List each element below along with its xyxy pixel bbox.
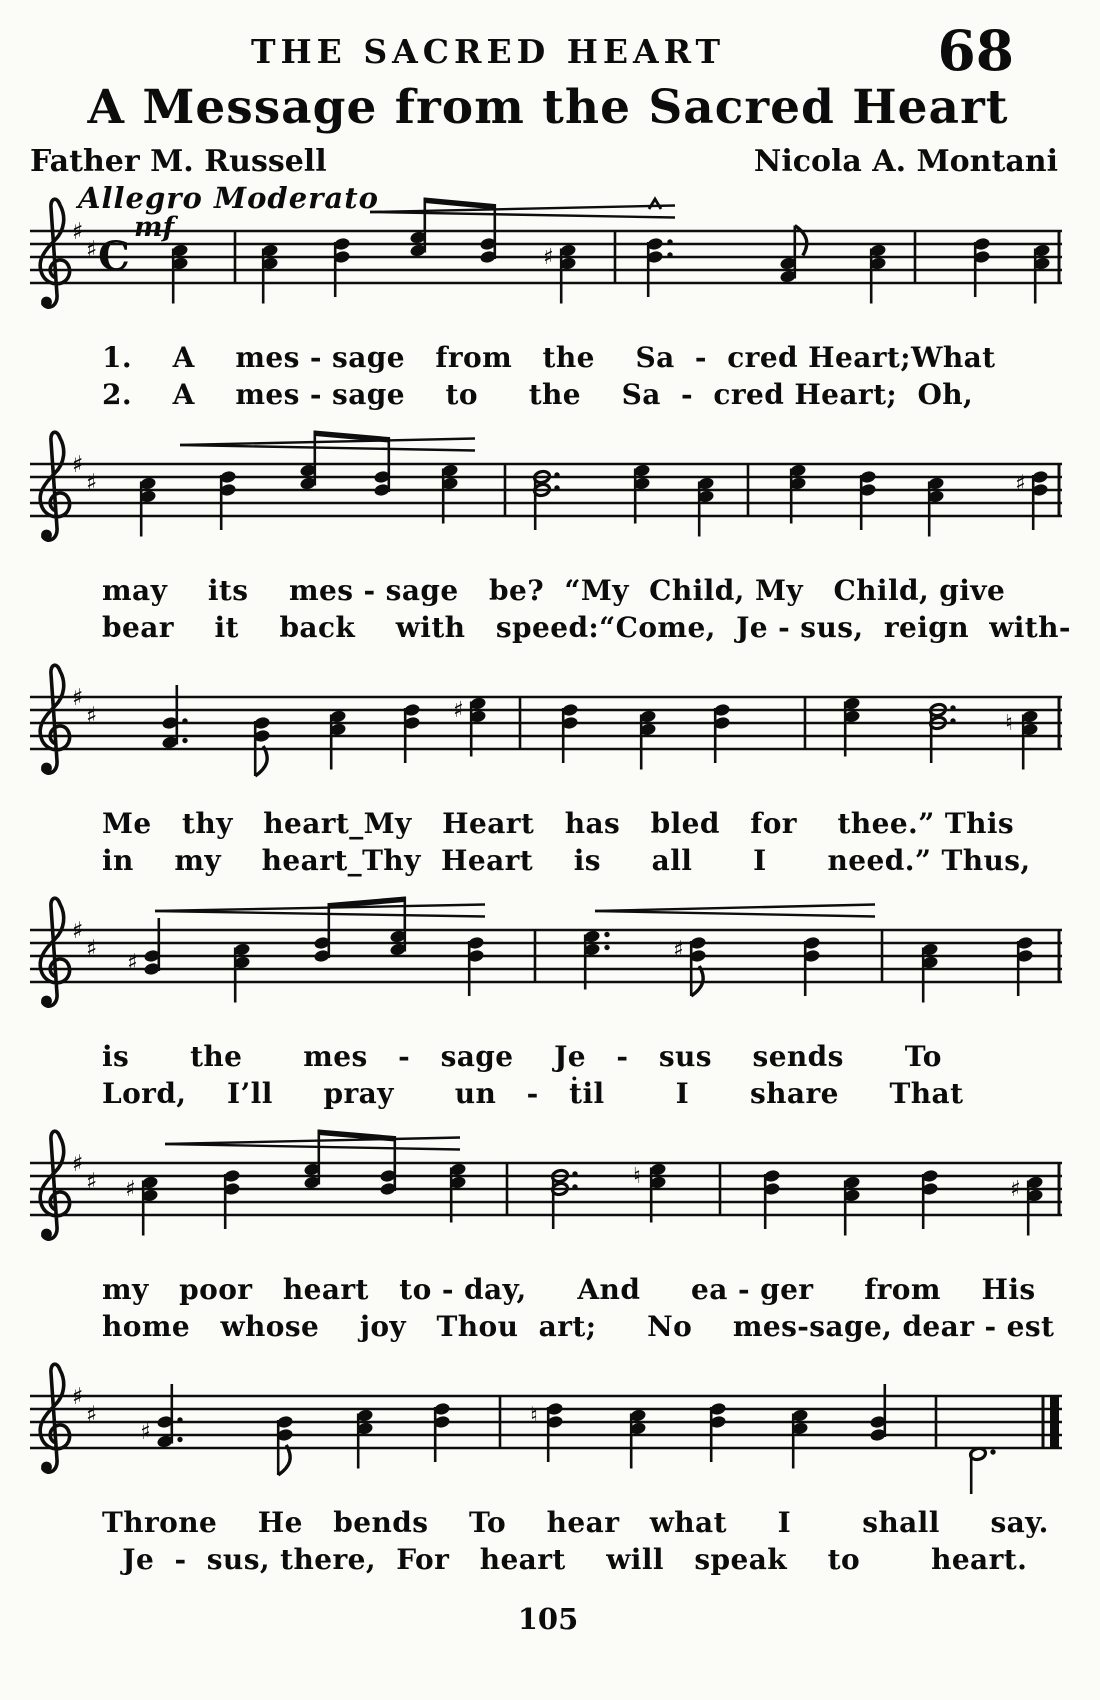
series-title: THE SACRED HEART [250,32,726,71]
svg-text:♯: ♯ [72,685,84,711]
lyric-line-v2: Je - sus, there, For heart will speak to heart. [102,1543,1028,1576]
svg-text:C: C [98,233,130,280]
svg-text:♯: ♯ [86,703,98,729]
staff-system-3 [30,655,1062,805]
hymn-number: 68 [937,18,1014,83]
lyric-line-v2: in my heart_Thy Heart is all I need.” Thus, [102,844,1031,877]
svg-text:♯: ♯ [86,237,98,263]
tempo-marking: Allegro Moderato [78,181,379,215]
svg-text:♯: ♯ [1010,1177,1021,1202]
hymn-title: A Message from the Sacred Heart [87,80,1009,135]
lyric-line-v2: bear it back with speed:“Come, Je - sus, reign with- [102,611,1071,644]
svg-text:♯: ♯ [127,950,138,976]
byline [30,144,1058,179]
lyric-line-v1: Throne He bends To hear what I shall say. [102,1506,1049,1539]
svg-text:♮: ♮ [633,1164,641,1189]
lyric-line-v1: Me thy heart_My Heart has bled for thee.” This [102,807,1015,840]
svg-text:♯: ♯ [140,1419,151,1445]
svg-text:♯: ♯ [543,245,554,270]
masthead [30,12,1066,83]
page-number: 105 [517,1602,579,1636]
svg-text:♯: ♯ [72,918,84,944]
lyric-line-v1: is the mes - sage Je - sus sends To [102,1040,942,1073]
system-1 [30,189,1066,413]
lyric-line-v2: Lord, I’ll pray un - ṫil I share That [102,1077,964,1110]
svg-text:♯: ♯ [72,452,84,478]
svg-text:♮: ♮ [530,1403,538,1429]
system-3 [30,655,1066,879]
svg-text:♮: ♮ [1005,711,1013,736]
svg-text:♯: ♯ [673,937,684,963]
svg-text:♯: ♯ [72,1151,84,1177]
lyric-line-v2: home whose joy Thou art; No mes-sage, dear - est [102,1310,1055,1343]
system-2 [30,422,1071,646]
svg-text:♯: ♯ [1015,471,1026,497]
svg-text:♯: ♯ [453,698,464,723]
svg-text:♯: ♯ [72,219,84,245]
author-credit: Father M. Russell [30,144,327,179]
lyric-line-v1: may its mes - sage be? “My Child, My Child, give [102,574,1006,607]
staff-system-2 [30,422,1062,572]
score [30,181,1071,1578]
svg-text:♯: ♯ [86,1169,98,1195]
svg-text:♯: ♯ [86,936,98,962]
system-4 [30,888,1066,1112]
staff-system-6 [30,1354,1062,1504]
svg-text:♯: ♯ [125,1177,136,1202]
lyric-line-v2: 2. A mes - sage to the Sa - cred Heart; Oh, [102,378,974,411]
system-5 [30,1121,1066,1345]
svg-text:♯: ♯ [86,470,98,496]
svg-text:♯: ♯ [72,1384,84,1410]
system-6 [30,1354,1066,1578]
dynamic-marking: mf [134,212,175,243]
staff-system-5 [30,1121,1062,1271]
lyric-line-v1: 1. A mes - sage from the Sa - cred Heart;What [102,341,996,374]
composer-credit: Nicola A. Montani [753,144,1058,179]
lyric-line-v1: my poor heart to - day, And ea - ger from His [102,1273,1036,1306]
staff-system-4 [30,888,1062,1038]
svg-text:♯: ♯ [86,1402,98,1428]
